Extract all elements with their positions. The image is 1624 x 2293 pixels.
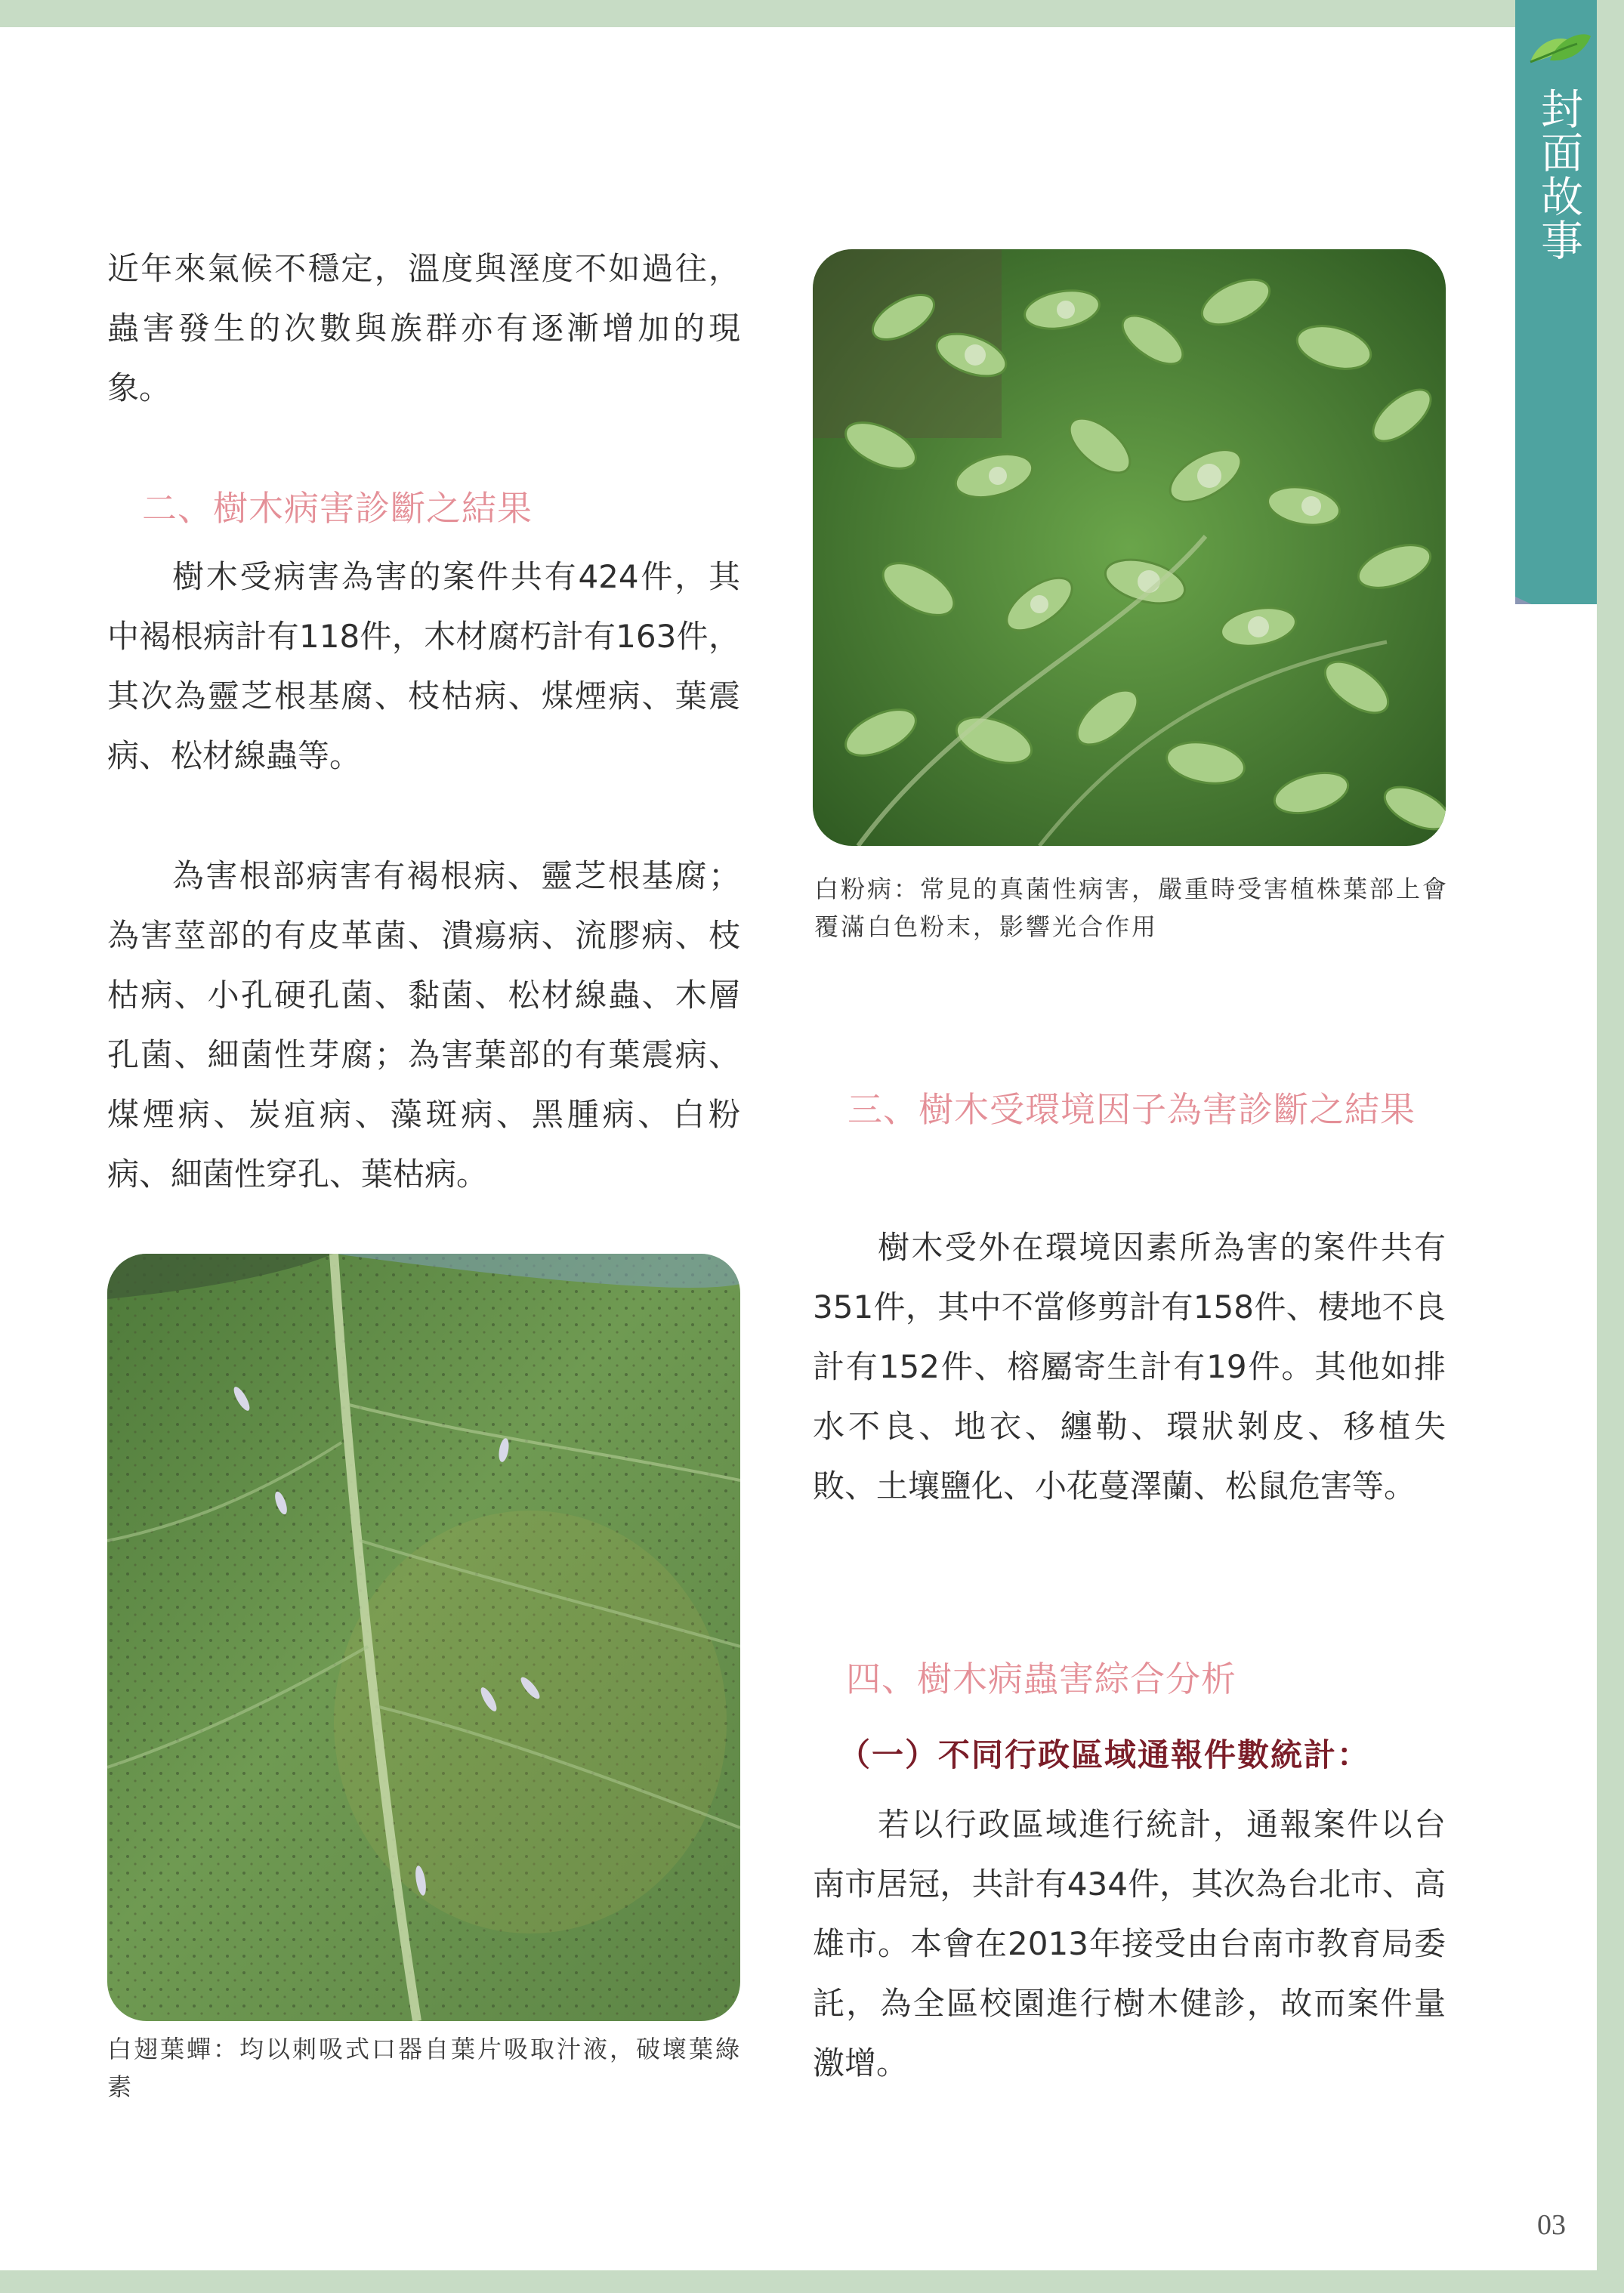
right-border [1597,0,1624,2293]
section4-subheading: （一）不同行政區域通報件數統計： [838,1736,1371,1773]
powdery-mildew-photo [813,249,1446,846]
section2-paragraph-1: 樹木受病害為害的案件共有424件，其中褐根病計有118件，木材腐朽計有163件，其次為靈芝根基腐、枝枯病、煤煙病、葉震病、松材線蟲等。 [107,558,740,774]
powdery-mildew-caption: 白粉病：常見的真菌性病害，嚴重時受害植株葉部上會覆滿白色粉末，影響光合作用 [814,875,1450,941]
intro-paragraph: 近年來氣候不穩定，溫度與溼度不如過往，蟲害發生的次數與族群亦有逐漸增加的現象。 [107,250,740,406]
section2-paragraph-2: 為害根部病害有褐根病、靈芝根基腐；為害莖部的有皮革菌、潰瘍病、流膠病、枝枯病、小孔硬孔菌、黏菌、松材線蟲、木層孔菌、細菌性芽腐；為害葉部的有葉震病、煤煙病、炭疽病、藻斑病、黑腫病、白粉病、細菌性穿孔、葉枯病。 [107,857,740,1193]
section3-paragraph: 樹木受外在環境因素所為害的案件共有351件，其中不當修剪計有158件、棲地不良計有152件、榕屬寄生計有19件。其他如排水不良、地衣、纏勒、環狀剝皮、移植失敗、土壤鹽化、小花蔓澤蘭、松鼠危害等。 [813,1229,1446,1504]
top-border [0,0,1624,27]
section4-paragraph: 若以行政區域進行統計，通報案件以台南市居冠，共計有434件，其次為台北市、高雄市。本會在2013年接受由台南市教育局委託，為全區校園進行樹木健診，故而案件量激增。 [813,1806,1446,2082]
page-number: 03 [1537,2209,1566,2241]
leafhopper-photo [107,1254,740,2021]
section4-heading: 四、樹木病蟲害綜合分析 [846,1659,1237,1699]
section-label: 封面故事 [1534,87,1583,262]
bottom-border [0,2270,1624,2293]
section3-heading: 三、樹木受環境因子為害診斷之結果 [848,1089,1416,1130]
leafhopper-caption: 白翅葉蟬：均以刺吸式口器自葉片吸取汁液，破壞葉綠素 [107,2035,743,2101]
leaf-icon [1524,23,1592,76]
section2-heading: 二、樹木病害診斷之結果 [142,488,533,529]
